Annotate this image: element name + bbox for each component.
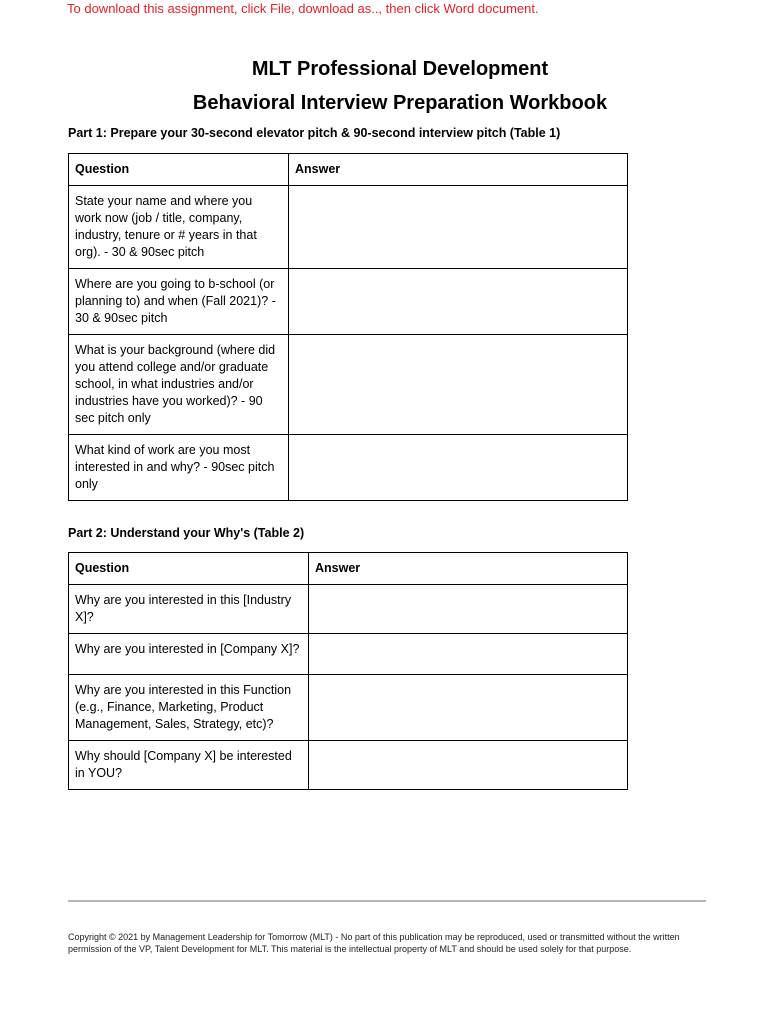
download-instructions: To download this assignment, click File, download as.., then click Word document. bbox=[67, 1, 539, 16]
answer-cell[interactable] bbox=[309, 675, 628, 741]
table-row bbox=[69, 741, 628, 790]
answer-cell[interactable] bbox=[309, 585, 628, 634]
table-2-whys bbox=[68, 552, 628, 790]
answer-cell[interactable] bbox=[289, 435, 628, 501]
table-header-row bbox=[69, 553, 628, 585]
table-row bbox=[69, 585, 628, 634]
part-2-heading: Part 2: Understand your Why's (Table 2) bbox=[68, 526, 305, 540]
question-cell: Where are you going to b-school (or planning to) and when (Fall 2021)? - 30 & 90sec pitch bbox=[69, 269, 289, 335]
question-cell: Why are you interested in this [Industry X]? bbox=[69, 585, 309, 634]
question-cell: Why are you interested in this Function (e.g., Finance, Marketing, Product Management, Sales, Strategy, etc)? bbox=[69, 675, 309, 741]
column-header-question: Question bbox=[69, 553, 309, 585]
table-row bbox=[69, 675, 628, 741]
question-cell: What kind of work are you most interested in and why? - 90sec pitch only bbox=[69, 435, 289, 501]
table-1-pitch bbox=[68, 153, 628, 501]
part-1-heading: Part 1: Prepare your 30-second elevator pitch & 90-second interview pitch (Table 1) bbox=[68, 126, 561, 140]
table-row bbox=[69, 335, 628, 435]
column-header-question: Question bbox=[69, 154, 289, 186]
document-subtitle: Behavioral Interview Preparation Workbook bbox=[192, 92, 608, 114]
answer-cell[interactable] bbox=[289, 186, 628, 269]
footer-divider bbox=[68, 900, 706, 902]
column-header-answer: Answer bbox=[309, 553, 628, 585]
answer-cell[interactable] bbox=[309, 634, 628, 675]
question-cell: State your name and where you work now (job / title, company, industry, tenure or # years in that org). - 30 & 90sec pitch bbox=[69, 186, 289, 269]
answer-cell[interactable] bbox=[289, 335, 628, 435]
column-header-answer: Answer bbox=[289, 154, 628, 186]
question-cell: Why should [Company X] be interested in YOU? bbox=[69, 741, 309, 790]
question-cell: Why are you interested in [Company X]? bbox=[69, 634, 309, 675]
table-row bbox=[69, 634, 628, 675]
table-header-row bbox=[69, 154, 628, 186]
document-title: MLT Professional Development bbox=[251, 58, 549, 80]
answer-cell[interactable] bbox=[289, 269, 628, 335]
answer-cell[interactable] bbox=[309, 741, 628, 790]
table-row bbox=[69, 186, 628, 269]
copyright-notice: Copyright © 2021 by Management Leadership for Tomorrow (MLT) - No part of this publication may be reproduced, used or transmitted without the written permission of the VP, Talent Development for MLT. This material is the intellectual property of MLT and should be used solely for that purpose. bbox=[68, 932, 680, 954]
table-row bbox=[69, 435, 628, 501]
question-cell: What is your background (where did you attend college and/or graduate school, in what industries and/or industries have you worked)? - 90 sec pitch only bbox=[69, 335, 289, 435]
table-row bbox=[69, 269, 628, 335]
